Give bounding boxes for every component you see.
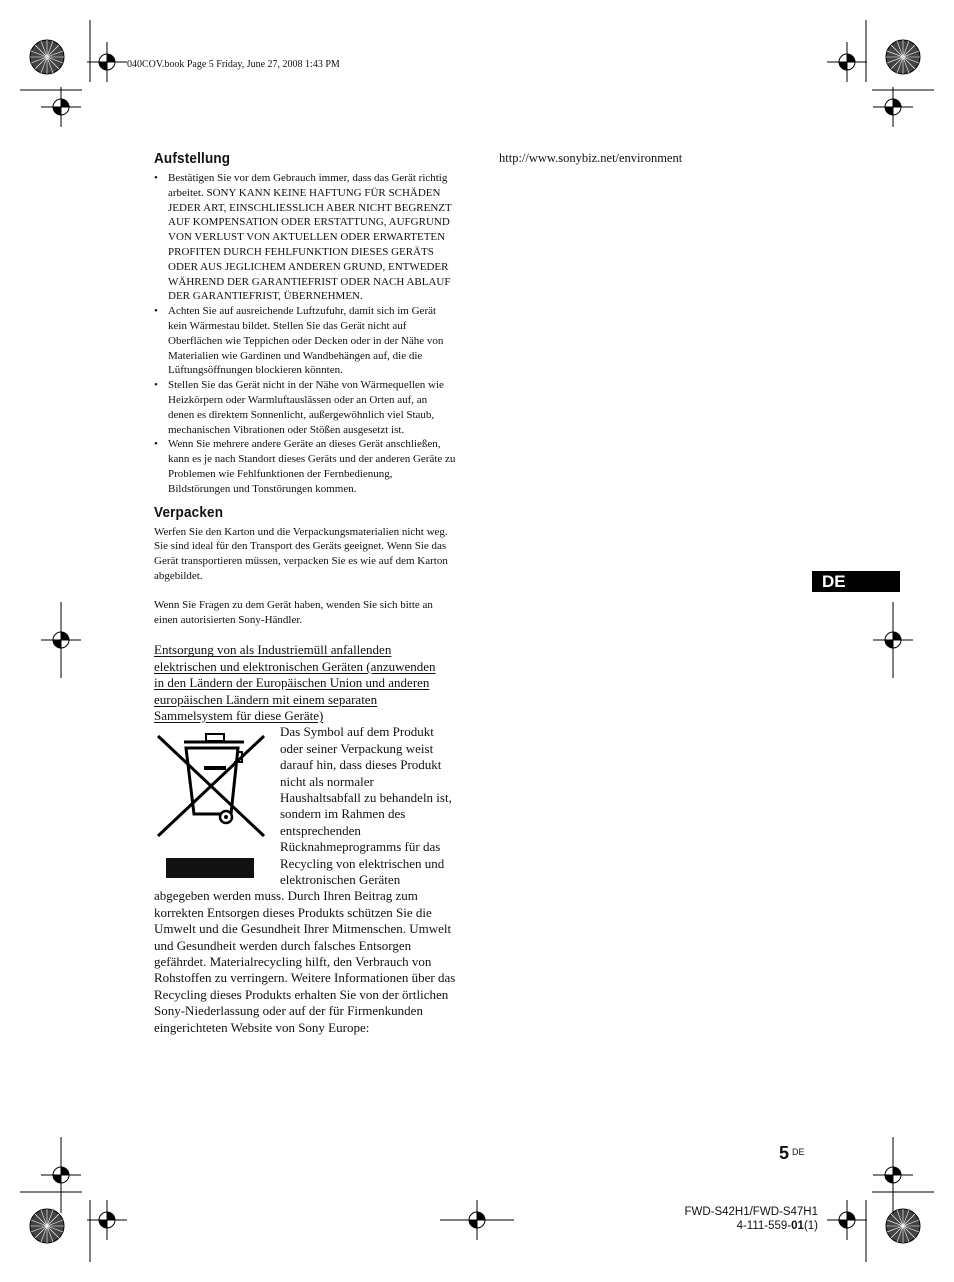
disposal-heading — [154, 642, 456, 724]
page-number-suffix: DE — [792, 1147, 805, 1157]
setup-heading: Aufstellung — [154, 150, 231, 167]
environment-url: http://www.sonybiz.net/environment — [499, 151, 683, 165]
setup-bullet-3: • Stellen Sie das Gerät nicht in der Nähe von Wärmequellen wie Heizkörpern oder Warmluftauslässen oder an Orten auf, an denen es direktem Sonnenlicht, außergewöhnlich viel Staub, mechanischen Vibrationen oder Stößen ausgesetzt ist. — [154, 378, 456, 437]
part-number — [684, 1219, 818, 1233]
packing-para-2: Sie sind ideal für den Transport des Geräts geeignet. Wenn Sie das Gerät transportieren müssen, verpacken Sie es wie auf dem Karton abgebildet. — [154, 540, 448, 582]
packing-para-1: Werfen Sie den Karton und die Verpackungsmaterialien nicht weg. — [154, 525, 448, 538]
disposal-heading-line-3: in den Ländern der Europäischen Union und anderen — [154, 675, 430, 691]
file-info-header: 040COV.book Page 5 Friday, June 27, 2008 1:43 PM — [127, 59, 340, 70]
left-column — [154, 150, 456, 1036]
page-number-value: 5 — [779, 1143, 790, 1163]
setup-bullet-1: • Bestätigen Sie vor dem Gebrauch immer, dass das Gerät richtig arbeitet. SONY KANN KEINE HAFTUNG FÜR SCHÄDEN JEDER ART, EINSCHLIESSLICH ABER NICHT BEGRENZT AUF KOMPENSATION ODER ERSTATTUNG, AUFGRUND VON VERLUST VON AKTUELLEN ODER ERWARTETEN PROFITEN DURCH FEHLFUNKTION DIESES GERÄTS ODER AUS JEGLICHEM ANDEREN GRUND, ENTWEDER WÄHREND DER GARANTIEFRIST ODER NACH ABLAUF DER GARANTIEFRIST, ÜBERNEHMEN. — [154, 171, 456, 304]
disposal-heading-line-4: europäischen Ländern mit einem separaten — [154, 691, 378, 707]
setup-bullet-4: • Wenn Sie mehrere andere Geräte an dieses Gerät anschließen, kann es je nach Standort dieses Geräts und der anderen Geräte zu Problemen wie Fehlfunktionen der Fernbedienung, Bildstörungen und Tonstörungen kommen. — [154, 437, 456, 496]
packing-heading: Verpacken — [154, 503, 224, 521]
packing-para-3: Wenn Sie Fragen zu dem Gerät haben, wenden Sie sich bitte an einen autorisierten Sony-Händler. — [154, 598, 433, 626]
setup-bullet-2: • Achten Sie auf ausreichende Luftzufuhr, damit sich im Gerät kein Wärmestau bildet. Stellen Sie das Gerät nicht auf Oberflächen wie Teppichen oder Decken oder in der Nähe von Materialien wie Gardinen und Wandbehängen auf, die die Lüftungsöffnungen blockieren könnten. — [154, 304, 456, 378]
disposal-text: Das Symbol auf dem Produkt oder seiner Verpackung weist darauf hin, dass dieses Produkt nicht als normaler Haushaltsabfall zu behandeln ist, sondern im Rahmen des entsprechenden Rücknahmeprogramms für das Recycling von elektrischen und elektronischen Geräten abgegeben werden muss. Durch Ihren Beitrag zum korrekten Entsorgen dieses Produkts schützen Sie die Umwelt und die Gesundheit Ihrer Mitmenschen. Umwelt und Gesundheit werden durch falsches Entsorgen gefährdet. Materialrecycling hilft, den Verbrauch von Rohstoffen zu verringern. Weitere Informationen über das Recycling dieses Produkts erhalten Sie von der örtlichen Sony-Niederlassung oder auf der für Firmenkunden eingerichteten Website von Sony Europe: — [154, 724, 456, 1035]
part-number-bold: 01 — [791, 1220, 804, 1232]
disposal-block — [154, 724, 456, 1036]
disposal-heading-line-5: Sammelsystem für diese Geräte) — [154, 707, 324, 723]
language-tab: DE — [812, 571, 900, 592]
model-name: FWD-S42H1/FWD-S47H1 — [684, 1206, 818, 1218]
disposal-heading-line-1: Entsorgung von als Industriemüll anfallenden — [154, 642, 392, 658]
part-number-prefix: 4-111-559- — [736, 1220, 792, 1232]
part-number-suffix: (1) — [803, 1220, 818, 1232]
model-info — [684, 1205, 818, 1233]
page-number — [779, 1143, 805, 1164]
setup-bullet-list — [154, 171, 456, 497]
crossed-out-wheelie-bin-icon — [154, 726, 274, 884]
disposal-heading-line-2: elektrischen und elektronischen Geräten (anzuwenden — [154, 658, 436, 674]
